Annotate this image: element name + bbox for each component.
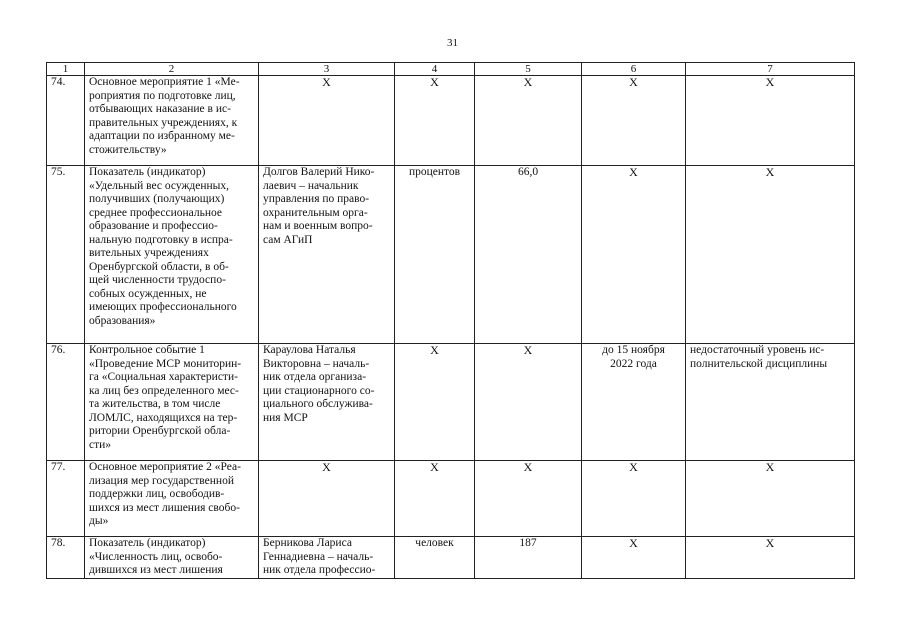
deadline-cell: X: [582, 461, 686, 537]
responsible-cell: Караулова Наталья Викторовна – началь- ник отдела организа- ции стационарного со- циального обслужива- ния МСР: [259, 344, 395, 461]
program-table: [46, 62, 855, 579]
deadline-cell: X: [582, 166, 686, 344]
risk-cell: X: [686, 166, 855, 344]
unit-cell: X: [395, 461, 475, 537]
activity-name: Показатель (индикатор) «Удельный вес осужденных, получивших (получающих) среднее профессиональное образование и профессио- нальную подготовку в испра- вительных учреждениях Оренбургской области, в об- щей численности трудоспо- собных осужденных, не имеющих профессионального образования»: [85, 166, 259, 344]
activity-name: Основное мероприятие 1 «Ме- роприятия по подготовке лиц, отбывающих наказание в ис- правительных учреждениях, к адаптации по избранному ме- стожительству»: [85, 76, 259, 166]
responsible-cell: Берникова Лариса Геннадиевна – началь- ник отдела профессио-: [259, 537, 395, 579]
table-row: [47, 461, 855, 537]
risk-cell: X: [686, 461, 855, 537]
unit-cell: процентов: [395, 166, 475, 344]
column-number-row: [47, 63, 855, 76]
column-header: 3: [259, 63, 395, 76]
table-row: [47, 344, 855, 461]
row-number: 75.: [47, 166, 85, 344]
row-number: 77.: [47, 461, 85, 537]
risk-cell: недостаточный уровень ис- полнительской дисциплины: [686, 344, 855, 461]
deadline-cell: X: [582, 76, 686, 166]
value-cell: 66,0: [475, 166, 582, 344]
table-row: [47, 537, 855, 579]
column-header: 7: [686, 63, 855, 76]
column-header: 5: [475, 63, 582, 76]
row-number: 78.: [47, 537, 85, 579]
page-number: 31: [447, 37, 458, 49]
table-row: [47, 166, 855, 344]
value-cell: X: [475, 461, 582, 537]
value-cell: 187: [475, 537, 582, 579]
value-cell: X: [475, 344, 582, 461]
column-header: 2: [85, 63, 259, 76]
deadline-cell: до 15 ноября 2022 года: [582, 344, 686, 461]
deadline-cell: X: [582, 537, 686, 579]
unit-cell: X: [395, 344, 475, 461]
responsible-cell: X: [259, 76, 395, 166]
column-header: 6: [582, 63, 686, 76]
activity-name: Основное мероприятие 2 «Реа- лизация мер государственной поддержки лиц, освободив- шихся из мест лишения свобо- ды»: [85, 461, 259, 537]
risk-cell: X: [686, 76, 855, 166]
column-header: 4: [395, 63, 475, 76]
row-number: 74.: [47, 76, 85, 166]
row-number: 76.: [47, 344, 85, 461]
responsible-cell: X: [259, 461, 395, 537]
table-row: [47, 76, 855, 166]
activity-name: Показатель (индикатор) «Численность лиц, освобо- дившихся из мест лишения: [85, 537, 259, 579]
activity-name: Контрольное событие 1 «Проведение МСР мониторин- га «Социальная характеристи- ка лиц без определенного мес- та жительства, в том числе ЛОМЛС, находящихся на тер- ритории Оренбургской обла- сти»: [85, 344, 259, 461]
responsible-cell: Долгов Валерий Нико- лаевич – начальник управления по право- охранительным орга- нам и военным вопро- сам АГиП: [259, 166, 395, 344]
unit-cell: X: [395, 76, 475, 166]
column-header: 1: [47, 63, 85, 76]
risk-cell: X: [686, 537, 855, 579]
unit-cell: человек: [395, 537, 475, 579]
value-cell: X: [475, 76, 582, 166]
